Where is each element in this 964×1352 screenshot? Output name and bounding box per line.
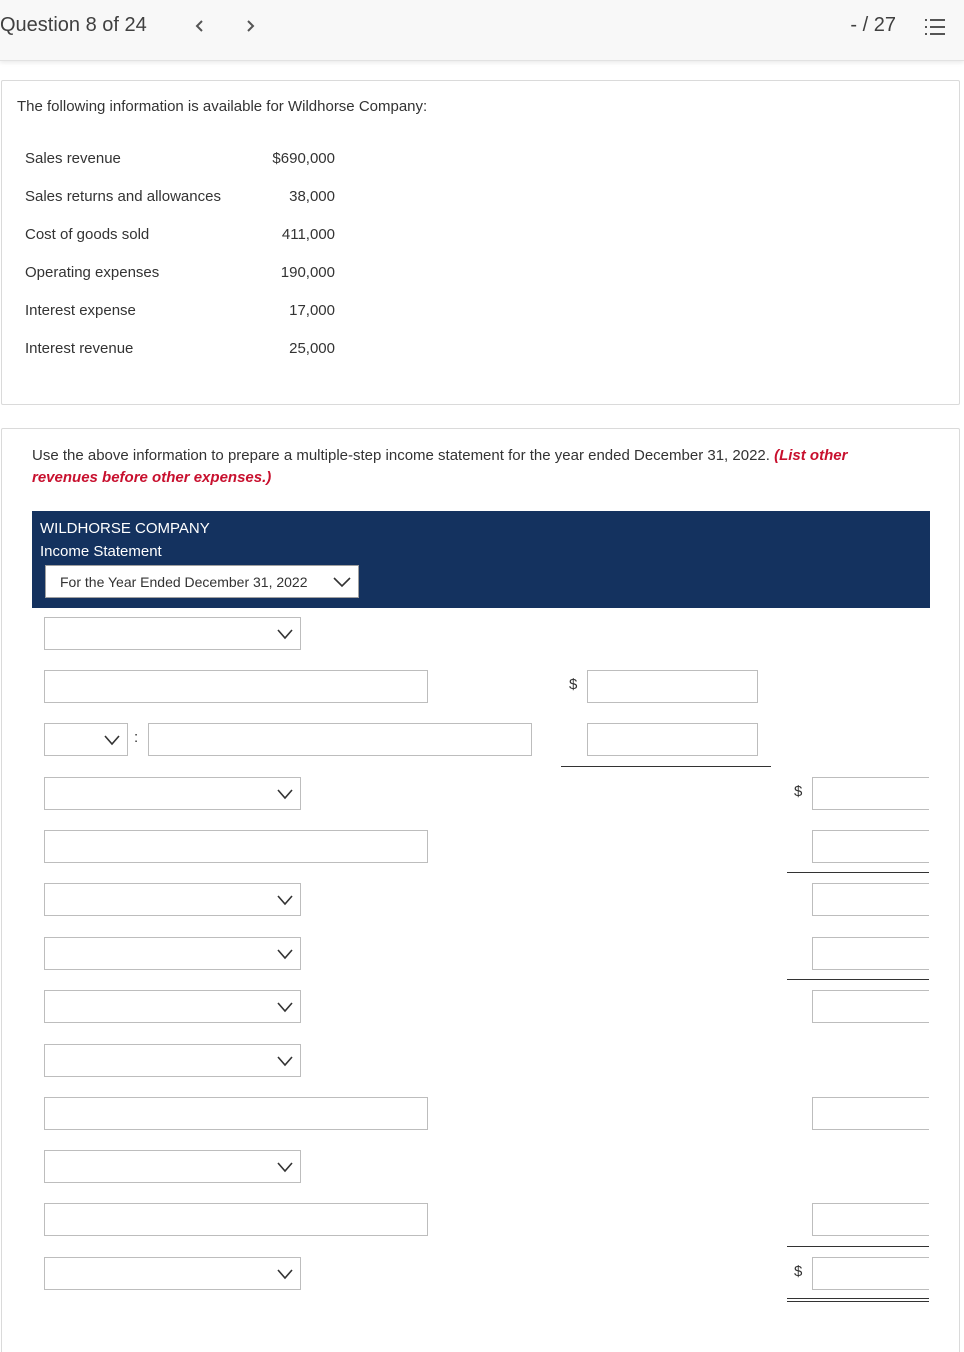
subtotal-rule: [787, 979, 929, 980]
account-input[interactable]: [44, 670, 428, 703]
currency-symbol: $: [569, 676, 578, 693]
info-row: [25, 339, 335, 377]
currency-symbol: $: [794, 1263, 803, 1280]
instructions-note: (List other revenues before other expenses.): [32, 447, 848, 486]
chevron-down-icon: [276, 1055, 294, 1067]
info-card: [1, 80, 960, 405]
chevron-down-icon: [332, 575, 352, 589]
info-value: 17,000: [289, 302, 335, 319]
info-row: [25, 187, 335, 225]
total-input[interactable]: [812, 990, 929, 1023]
account-select[interactable]: [44, 777, 301, 810]
info-value: $690,000: [272, 150, 335, 167]
subtotal-rule: [561, 766, 771, 767]
score-display: - / 27: [850, 14, 896, 36]
total-input[interactable]: [812, 777, 929, 810]
account-select[interactable]: [44, 617, 301, 650]
numbered-list-icon[interactable]: [924, 16, 946, 38]
chevron-down-icon: [276, 1268, 294, 1280]
info-row: [25, 301, 335, 339]
account-select[interactable]: [44, 883, 301, 916]
question-counter: Question 8 of 24: [0, 14, 147, 36]
total-input[interactable]: [812, 883, 929, 916]
chevron-down-icon: [103, 734, 121, 746]
statement-title: Income Statement: [40, 543, 162, 560]
chevron-down-icon: [276, 1001, 294, 1013]
total-input[interactable]: [812, 830, 929, 863]
chevron-left-icon[interactable]: [188, 14, 212, 38]
chevron-down-icon: [276, 948, 294, 960]
account-input[interactable]: [44, 830, 428, 863]
period-select[interactable]: [45, 565, 359, 598]
info-value: 190,000: [280, 264, 335, 281]
info-label: Sales revenue: [25, 150, 121, 167]
question-header: [0, 0, 964, 61]
statement-header: [32, 511, 930, 608]
info-intro: The following information is available for Wildhorse Company:: [17, 98, 428, 115]
account-select[interactable]: [44, 990, 301, 1023]
info-label: Cost of goods sold: [25, 226, 150, 243]
total-input[interactable]: [812, 937, 929, 970]
chevron-down-icon: [276, 788, 294, 800]
subtotal-rule: [787, 872, 929, 873]
account-select[interactable]: [44, 1150, 301, 1183]
currency-symbol: $: [794, 783, 803, 800]
less-select[interactable]: [44, 723, 128, 756]
amount-input[interactable]: [587, 723, 758, 756]
chevron-right-icon[interactable]: [238, 14, 262, 38]
info-value: 38,000: [289, 188, 335, 205]
info-row: [25, 263, 335, 301]
chevron-down-icon: [276, 1161, 294, 1173]
account-select[interactable]: [44, 937, 301, 970]
account-input[interactable]: [44, 1203, 428, 1236]
info-label: Interest expense: [25, 302, 136, 319]
chevron-down-icon: [276, 894, 294, 906]
instructions-main: Use the above information to prepare a multiple-step income statement for the year ended December 31, 2022.: [32, 447, 775, 464]
info-row: [25, 225, 335, 263]
account-input[interactable]: [44, 1097, 428, 1130]
double-rule-top: [787, 1298, 929, 1299]
subtotal-rule: [787, 1246, 929, 1247]
info-table: [25, 149, 335, 377]
period-select-value: For the Year Ended December 31, 2022: [60, 574, 308, 590]
instructions: [32, 445, 912, 489]
info-label: Interest revenue: [25, 340, 134, 357]
net-income-input[interactable]: [812, 1257, 929, 1290]
info-row: [25, 149, 335, 187]
info-value: 411,000: [281, 226, 335, 243]
info-label: Sales returns and allowances: [25, 188, 221, 205]
double-rule-bottom: [787, 1301, 929, 1302]
account-input[interactable]: [148, 723, 532, 756]
company-name: WILDHORSE COMPANY: [40, 520, 210, 537]
account-select[interactable]: [44, 1044, 301, 1077]
total-input[interactable]: [812, 1097, 929, 1130]
chevron-down-icon: [276, 628, 294, 640]
amount-input[interactable]: [587, 670, 758, 703]
info-label: Operating expenses: [25, 264, 160, 281]
total-input[interactable]: [812, 1203, 929, 1236]
info-value: 25,000: [289, 340, 335, 357]
account-select[interactable]: [44, 1257, 301, 1290]
colon-separator: :: [134, 729, 139, 746]
